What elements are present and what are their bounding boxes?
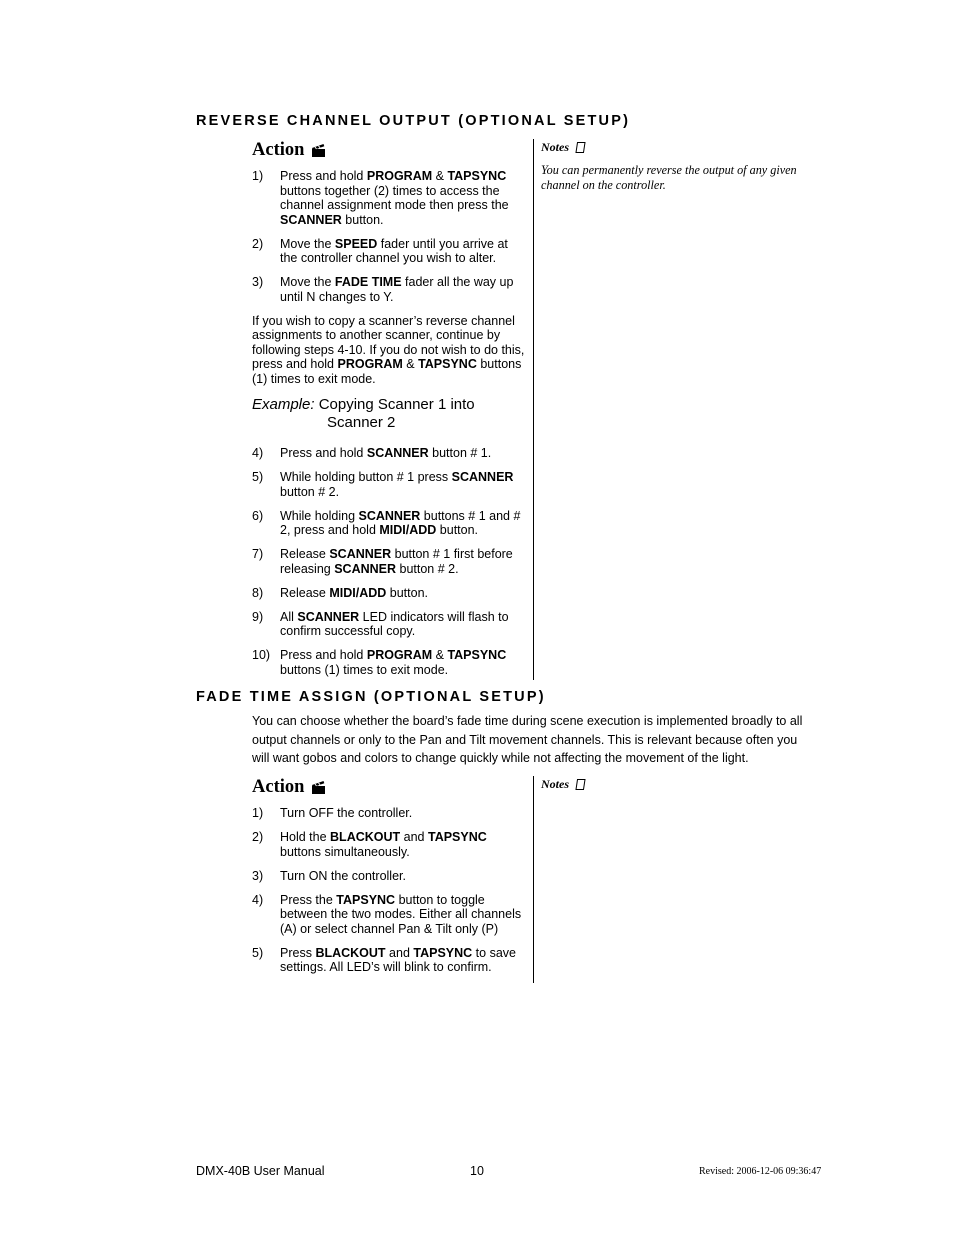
step-number: 3) bbox=[252, 275, 264, 289]
notes-label-2: Notes bbox=[541, 777, 569, 791]
step-number: 10) bbox=[252, 648, 271, 662]
step-text: Press and hold PROGRAM & TAPSYNC buttons together (2) times to access the channel assignment mode then press the SCANNER button. bbox=[280, 169, 509, 227]
step-item bbox=[252, 470, 527, 499]
step-item bbox=[252, 169, 527, 227]
step-text: Move the SPEED fader until you arrive at the controller channel you wish to alter. bbox=[280, 236, 508, 265]
step-item bbox=[252, 610, 527, 639]
action-label-2: Action bbox=[252, 777, 305, 797]
step-text: Release SCANNER button # 1 first before releasing SCANNER button # 2. bbox=[280, 547, 513, 576]
clapperboard-icon bbox=[311, 780, 326, 795]
notepad-icon bbox=[575, 778, 586, 791]
step-item bbox=[252, 869, 527, 884]
section-title-fade-time: FADE TIME ASSIGN (OPTIONAL SETUP) bbox=[196, 689, 546, 705]
action-heading-2 bbox=[252, 777, 326, 798]
step-item bbox=[252, 893, 527, 937]
notes-heading bbox=[541, 140, 821, 155]
footer-page-number: 10 bbox=[470, 1164, 484, 1178]
example-line1: Copying Scanner 1 into bbox=[318, 396, 475, 413]
section-title-reverse-channel: REVERSE CHANNEL OUTPUT (OPTIONAL SETUP) bbox=[196, 113, 631, 129]
notes-text: You can permanently reverse the output of any given channel on the controller. bbox=[541, 163, 797, 192]
fade-time-intro: You can choose whether the board’s fade time during scene execution is implemented broadly to all output channels or only to the Pan and Tilt movement channels. This is relevant because often you will want gobos and colors to change quickly while not affecting the movement of the light. bbox=[252, 714, 803, 765]
example-line2: Scanner 2 bbox=[327, 414, 396, 431]
step-text: Press and hold SCANNER button # 1. bbox=[280, 446, 492, 460]
column-divider-2 bbox=[533, 776, 534, 983]
reverse-channel-instructions bbox=[252, 169, 527, 687]
step-number: 1) bbox=[252, 169, 264, 183]
step-text: Move the FADE TIME fader all the way up until N changes to Y. bbox=[280, 275, 514, 304]
step-item bbox=[252, 446, 527, 461]
action-label: Action bbox=[252, 140, 305, 160]
step-number: 4) bbox=[252, 892, 264, 907]
step-item bbox=[252, 586, 527, 601]
step-number: 7) bbox=[252, 547, 264, 561]
step-text: Hold the BLACKOUT and TAPSYNC buttons simultaneously. bbox=[280, 830, 487, 859]
notes-panel-2 bbox=[541, 777, 821, 792]
step-number: 9) bbox=[252, 609, 264, 624]
footer-manual-title: DMX-40B User Manual bbox=[196, 1164, 325, 1178]
step-number: 5) bbox=[252, 945, 264, 960]
step-text: While holding SCANNER buttons # 1 and # 2, press and hold MIDI/ADD button. bbox=[280, 508, 521, 537]
column-divider bbox=[533, 139, 534, 680]
step-item bbox=[252, 648, 527, 677]
notes-heading-2 bbox=[541, 777, 821, 792]
step-text: Release MIDI/ADD button. bbox=[280, 585, 428, 600]
copy-paragraph: If you wish to copy a scanner’s reverse channel assignments to another scanner, continue by following steps 4-10. If you do not wish to do this, press and hold PROGRAM & TAPSYNC buttons (1) times to exit mode. bbox=[252, 313, 525, 386]
clapperboard-icon bbox=[311, 143, 326, 158]
example-block bbox=[252, 396, 527, 432]
steps-list-c bbox=[252, 806, 527, 975]
steps-list-b bbox=[252, 446, 527, 677]
fade-time-instructions bbox=[252, 806, 527, 984]
footer-revised-date: Revised: 2006-12-06 09:36:47 bbox=[699, 1166, 822, 1177]
notepad-icon bbox=[575, 141, 586, 154]
step-text: Turn ON the controller. bbox=[280, 868, 406, 883]
step-number: 3) bbox=[252, 868, 264, 883]
step-text: Press the TAPSYNC button to toggle between the two modes. Either all channels (A) or select channel Pan & Tilt only (P) bbox=[280, 892, 522, 936]
step-item bbox=[252, 547, 527, 576]
step-number: 1) bbox=[252, 806, 264, 820]
example-label: Example: bbox=[252, 396, 315, 413]
step-item bbox=[252, 830, 527, 859]
step-number: 2) bbox=[252, 236, 264, 251]
step-number: 4) bbox=[252, 446, 264, 460]
step-text: Press BLACKOUT and TAPSYNC to save settings. All LED’s will blink to confirm. bbox=[280, 945, 516, 974]
step-item bbox=[252, 275, 527, 304]
step-number: 8) bbox=[252, 585, 264, 600]
step-item bbox=[252, 806, 527, 821]
step-text: While holding button # 1 press SCANNER button # 2. bbox=[280, 470, 514, 499]
notes-label: Notes bbox=[541, 140, 569, 154]
step-text: All SCANNER LED indicators will flash to confirm successful copy. bbox=[280, 609, 509, 638]
notes-panel bbox=[541, 140, 821, 192]
steps-list-a bbox=[252, 169, 527, 304]
step-item bbox=[252, 237, 527, 266]
step-text: Press and hold PROGRAM & TAPSYNC buttons (1) times to exit mode. bbox=[280, 648, 507, 677]
step-text: Turn OFF the controller. bbox=[280, 806, 413, 820]
step-number: 2) bbox=[252, 830, 264, 844]
action-heading bbox=[252, 140, 326, 161]
step-number: 5) bbox=[252, 470, 264, 484]
step-number: 6) bbox=[252, 508, 264, 523]
step-item bbox=[252, 509, 527, 538]
step-item bbox=[252, 946, 527, 975]
